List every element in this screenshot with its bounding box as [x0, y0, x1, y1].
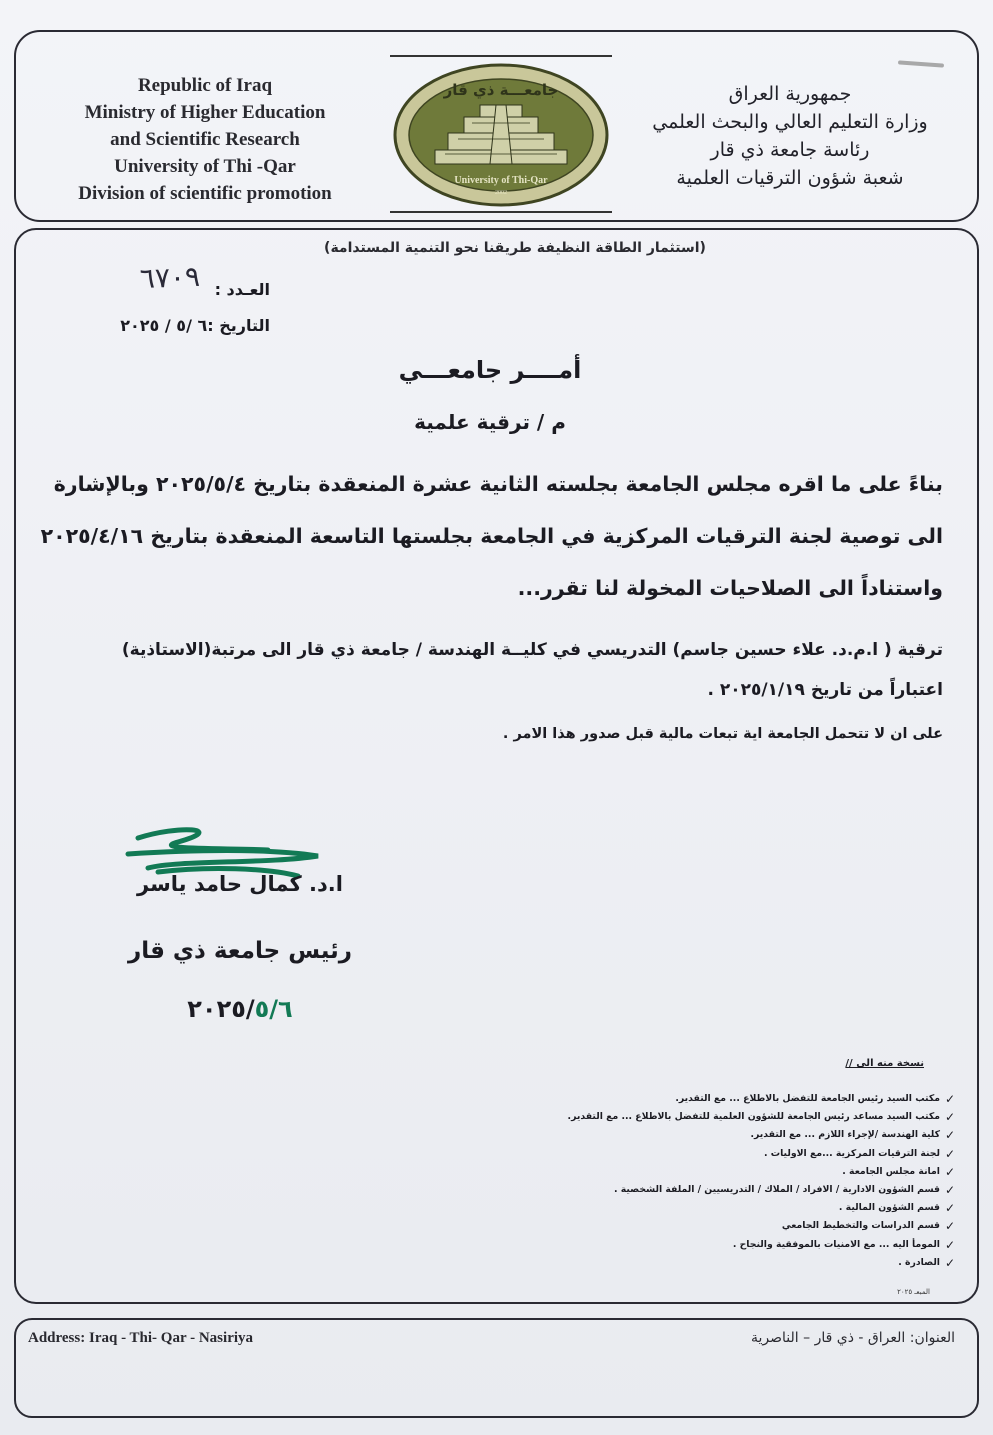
list-item: ✓ امانة مجلس الجامعة . — [560, 1163, 960, 1181]
signature-date-handwritten: ٥/٦ — [254, 995, 293, 1023]
list-item: ✓ قسم الشؤون الادارية / الافراد / الملاك / التدريسيين / الملفة الشخصية . — [560, 1181, 960, 1199]
university-seal-icon — [390, 55, 612, 215]
check-icon: ✓ — [944, 1255, 956, 1270]
english-letterhead — [40, 72, 370, 207]
decision-line: اعتباراً من تاريخ ٢٠٢٥/١/١٩ . — [707, 680, 943, 700]
preamble-paragraph — [40, 458, 943, 614]
arabic-line-country: جمهورية العراق — [728, 83, 852, 105]
logo-year: 2002 — [495, 190, 507, 196]
preamble-line: الى توصية لجنة الترقيات المركزية في الجامعة بجلستها التاسعة المنعقدة بتاريخ ٢٠٢٥/٤/١٦ — [40, 524, 943, 548]
check-icon: ✓ — [944, 1182, 956, 1197]
arabic-line-presidency: رئاسة جامعة ذي قار — [710, 139, 870, 161]
list-item: ✓ مكتب السيد رئيس الجامعة للتفضل بالاطلاع ... مع التقدير. — [560, 1090, 960, 1108]
check-icon: ✓ — [944, 1219, 956, 1234]
signature-date — [150, 995, 330, 1023]
decision-block — [100, 630, 943, 710]
arabic-letterhead — [620, 80, 960, 192]
address-arabic: العنوان: العراق - ذي قار – الناصرية — [751, 1330, 955, 1346]
date-line: التاريخ :٦ /٥ / ٢٠٢٥ — [120, 316, 270, 335]
address-english: Address: Iraq - Thi- Qar - Nasiriya — [28, 1330, 254, 1346]
list-item: ✓ لجنة الترقيات المركزية ...مع الاوليات . — [560, 1145, 960, 1163]
english-line-division: Division of scientific promotion — [78, 183, 332, 204]
logo-arabic-name: جامعـــة ذي قار — [443, 81, 559, 99]
check-icon: ✓ — [944, 1164, 956, 1179]
logo-rule-bottom — [390, 211, 612, 213]
preamble-line: واستناداً الى الصلاحيات المخولة لنا تقرر... — [517, 576, 943, 600]
preamble-line: بناءً على ما اقره مجلس الجامعة بجلسته الثانية عشرة المنعقدة بتاريخ ٢٠٢٥/٥/٤ وبالإشارة — [53, 472, 943, 496]
list-item: ✓ قسم الشؤون المالية . — [560, 1199, 960, 1217]
number-label: العـدد : — [214, 280, 270, 299]
english-line-research: and Scientific Research — [110, 129, 300, 150]
copies-heading: نسخة منه الى // — [845, 1058, 924, 1069]
arabic-line-division: شعبة شؤون الترقيات العلمية — [676, 167, 904, 189]
english-line-country: Republic of Iraq — [137, 75, 273, 96]
list-item: ✓ المومأ اليه ... مع الامنيات بالموفقية والنجاح . — [560, 1236, 960, 1254]
check-icon: ✓ — [944, 1237, 956, 1252]
signer-name: ا.د. كمال حامد ياسر — [137, 872, 343, 896]
copies-list — [560, 1090, 960, 1272]
english-line-ministry: Ministry of Higher Education — [84, 102, 326, 123]
decision-line: ترقية ( ا.م.د. علاء حسين جاسم) التدريسي في كليــة الهندسة / جامعة ذي قار الى مرتبة(الاستاذية) — [121, 640, 943, 660]
english-line-university: University of Thi -Qar — [114, 156, 296, 177]
slogan: (استثمار الطاقة النظيفة طريقنا نحو التنمية المستدامة) — [324, 240, 706, 256]
condition-line: على ان لا تتحمل الجامعة اية تبعات مالية قبل صدور هذا الامر . — [502, 726, 943, 742]
subject-line: م / ترقية علمية — [414, 410, 566, 434]
order-title: أمــــر جامعـــي — [398, 356, 582, 384]
list-item: ✓ مكتب السيد مساعد رئيس الجامعة للشؤون العلمية للتفضل بالاطلاع ... مع التقدير. — [560, 1108, 960, 1126]
list-item: ✓ الصادرة . — [560, 1254, 960, 1272]
logo-english-name: University of Thi-Qar — [454, 175, 548, 186]
university-logo — [390, 55, 612, 215]
check-icon: ✓ — [944, 1201, 956, 1216]
list-item: ✓ كلية الهندسة /لإجراء اللازم ... مع التقدير. — [560, 1126, 960, 1144]
signature-date-year: ٢٠٢٥/ — [187, 995, 255, 1023]
check-icon: ✓ — [944, 1146, 956, 1161]
check-icon: ✓ — [944, 1092, 956, 1106]
signer-title: رئيس جامعة ذي قار — [127, 938, 352, 964]
number-value-handwritten: ٦٧٠٩ — [139, 259, 201, 295]
check-icon: ✓ — [944, 1110, 956, 1125]
arabic-line-ministry: وزارة التعليم العالي والبحث العلمي — [652, 111, 928, 133]
list-item: ✓ قسم الدراسات والتخطيط الجامعي — [560, 1217, 960, 1235]
check-icon: ✓ — [944, 1128, 956, 1143]
copies-tail: المبعـ ٢٠٢٥ — [897, 1288, 930, 1296]
logo-rule-top — [390, 55, 612, 57]
